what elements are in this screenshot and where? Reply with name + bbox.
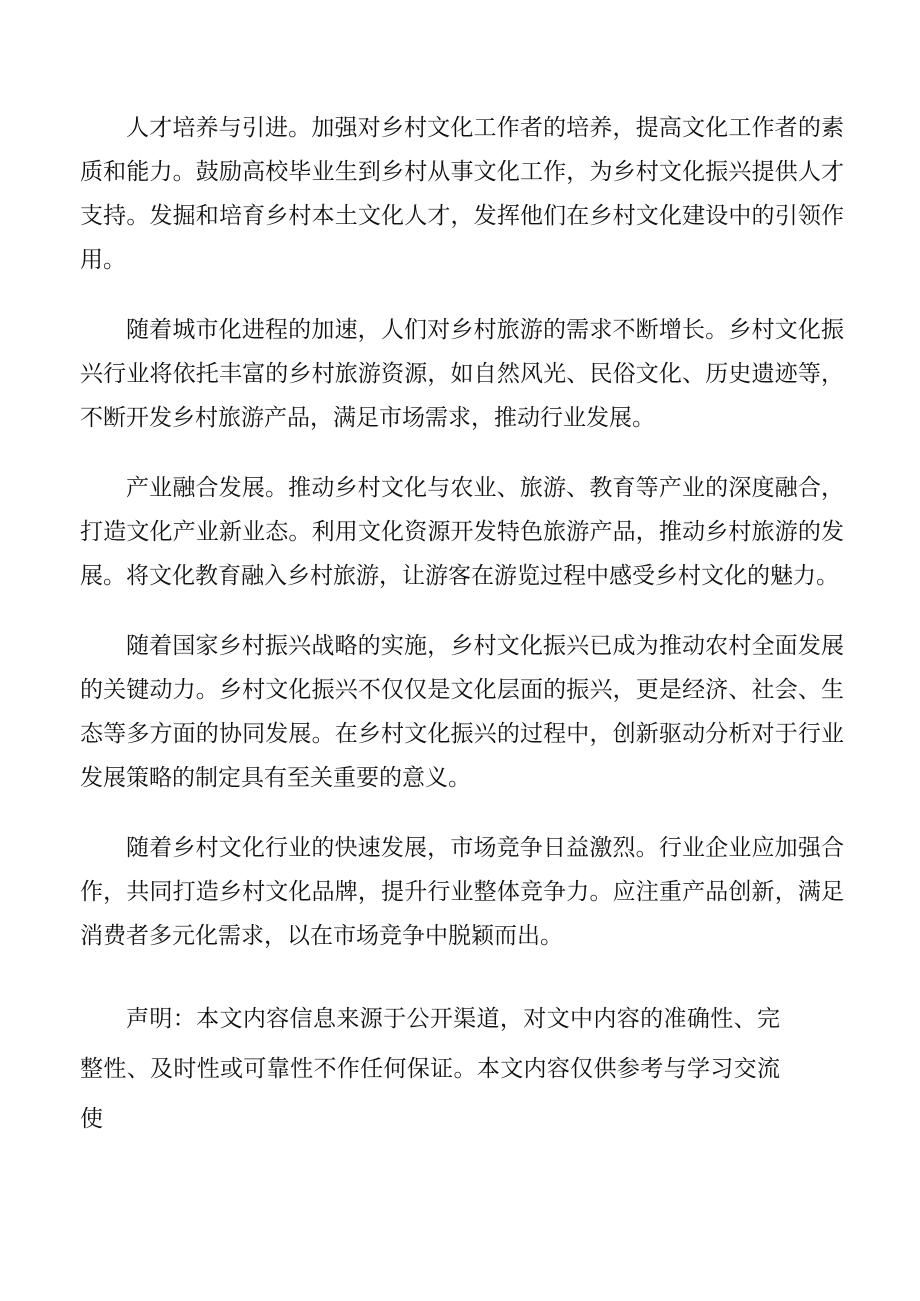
paragraph-market-competition: 随着乡村文化行业的快速发展，市场竞争日益激烈。行业企业应加强合作，共同打造乡村文化品牌，提升行业整体竞争力。应注重产品创新，满足消费者多元化需求，以在市场竞争中脱颖而出。 — [80, 835, 844, 949]
paragraph-rural-tourism-demand: 随着城市化进程的加速，人们对乡村旅游的需求不断增长。乡村文化振兴行业将依托丰富的乡村旅游资源，如自然风光、民俗文化、历史遗迹等，不断开发乡村旅游产品，满足市场需求，推动行业发展。 — [80, 317, 844, 431]
paragraph-talent-cultivation: 人才培养与引进。加强对乡村文化工作者的培养，提高文化工作者的素质和能力。鼓励高校毕业生到乡村从事文化工作，为乡村文化振兴提供人才支持。发掘和培育乡村本土文化人才，发挥他们在乡村文化建设中的引领作用。 — [80, 115, 844, 273]
disclaimer-notice: 声明：本文内容信息来源于公开渠道，对文中内容的准确性、完整性、及时性或可靠性不作任何保证。本文内容仅供参考与学习交流使 — [80, 1006, 780, 1132]
document-body — [80, 106, 844, 1170]
paragraph-rural-revitalization-strategy: 随着国家乡村振兴战略的实施，乡村文化振兴已成为推动农村全面发展的关键动力。乡村文化振兴不仅仅是文化层面的振兴，更是经济、社会、生态等多方面的协同发展。在乡村文化振兴的过程中，创新驱动分析对于行业发展策略的制定具有至关重要的意义。 — [80, 633, 844, 791]
paragraph-industry-integration: 产业融合发展。推动乡村文化与农业、旅游、教育等产业的深度融合，打造文化产业新业态。利用文化资源开发特色旅游产品，推动乡村旅游的发展。将文化教育融入乡村旅游，让游客在游览过程中感受乡村文化的魅力。 — [80, 475, 844, 589]
